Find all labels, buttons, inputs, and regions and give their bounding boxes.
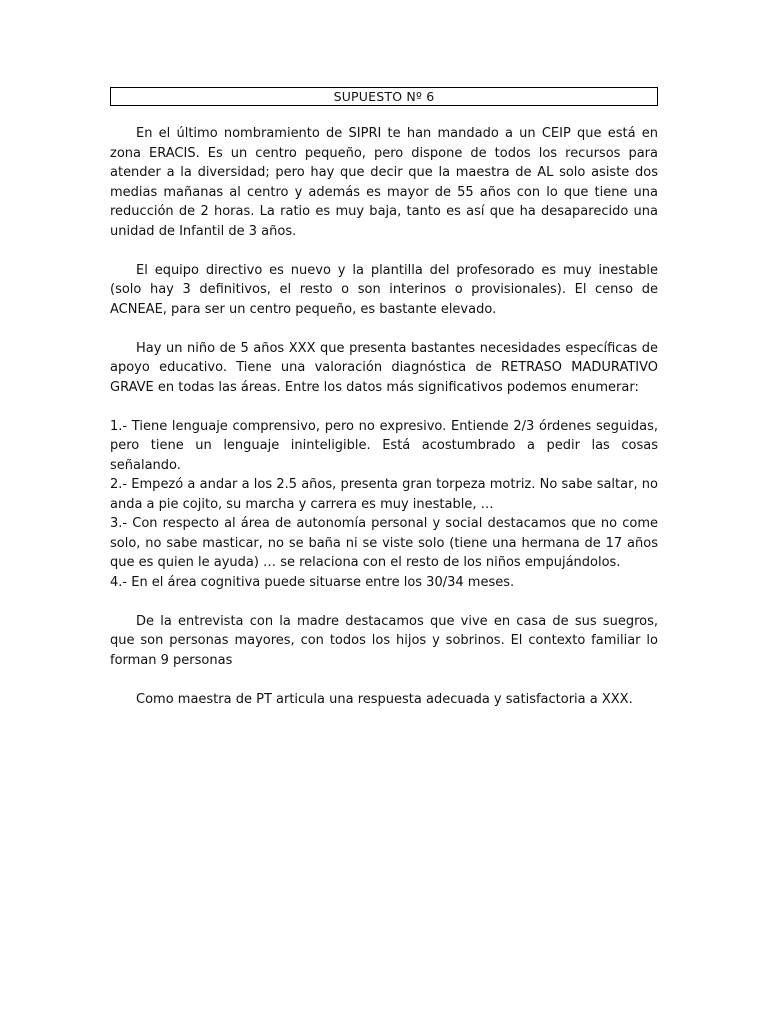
list-item: 2.- Empezó a andar a los 2.5 años, presenta gran torpeza motriz. No sabe saltar, no anda a pie cojito, su marcha y carrera es muy inestable, … xyxy=(110,477,658,512)
list-item: 4.- En el área cognitiva puede situarse entre los 30/34 meses. xyxy=(110,574,515,590)
spacer xyxy=(110,397,658,417)
spacer xyxy=(110,670,658,690)
document-body xyxy=(110,124,658,709)
spacer xyxy=(110,319,658,339)
spacer xyxy=(110,241,658,261)
paragraph-family: De la entrevista con la madre destacamos que vive en casa de sus suegros, que son personas mayores, con todos los hijos y sobrinos. El contexto familiar lo forman 9 personas xyxy=(110,613,658,668)
list-item: 3.- Con respecto al área de autonomía personal y social destacamos que no come solo, no sabe masticar, no se baña ni se viste solo (tiene una hermana de 17 años que es quien le ayuda) … se relaciona con el resto de los niños empujándolos. xyxy=(110,516,658,570)
paragraph-task: Como maestra de PT articula una respuesta adecuada y satisfactoria a XXX. xyxy=(136,691,633,707)
spacer xyxy=(110,592,658,612)
paragraph-staff: El equipo directivo es nuevo y la plantilla del profesorado es muy inestable (solo hay 3 definitivos, el resto o son interinos o provisionales). El censo de ACNEAE, para ser un centro pequeño, es bastante elevado. xyxy=(110,262,658,317)
paragraph-context: En el último nombramiento de SIPRI te han mandado a un CEIP que está en zona ERACIS. Es un centro pequeño, pero dispone de todos los recursos para atender a la diversidad; pero hay que decir que la maestra de AL solo asiste dos medias mañanas al centro y además es mayor de 55 años con lo que tiene una reducción de 2 horas. La ratio es muy baja, tanto es así que ha desaparecido una unidad de Infantil de 3 años. xyxy=(110,126,658,239)
document-page xyxy=(110,87,658,709)
list-item: 1.- Tiene lenguaje comprensivo, pero no expresivo. Entiende 2/3 órdenes seguidas, pero tiene un lenguaje ininteligible. Está acostumbrado a pedir las cosas señalando. xyxy=(110,418,658,473)
document-title: SUPUESTO Nº 6 xyxy=(110,87,658,106)
paragraph-student: Hay un niño de 5 años XXX que presenta bastantes necesidades específicas de apoyo educativo. Tiene una valoración diagnóstica de RETRASO MADURATIVO GRAVE en todas las áreas. Entre los datos más significativos podemos enumerar: xyxy=(110,340,658,395)
